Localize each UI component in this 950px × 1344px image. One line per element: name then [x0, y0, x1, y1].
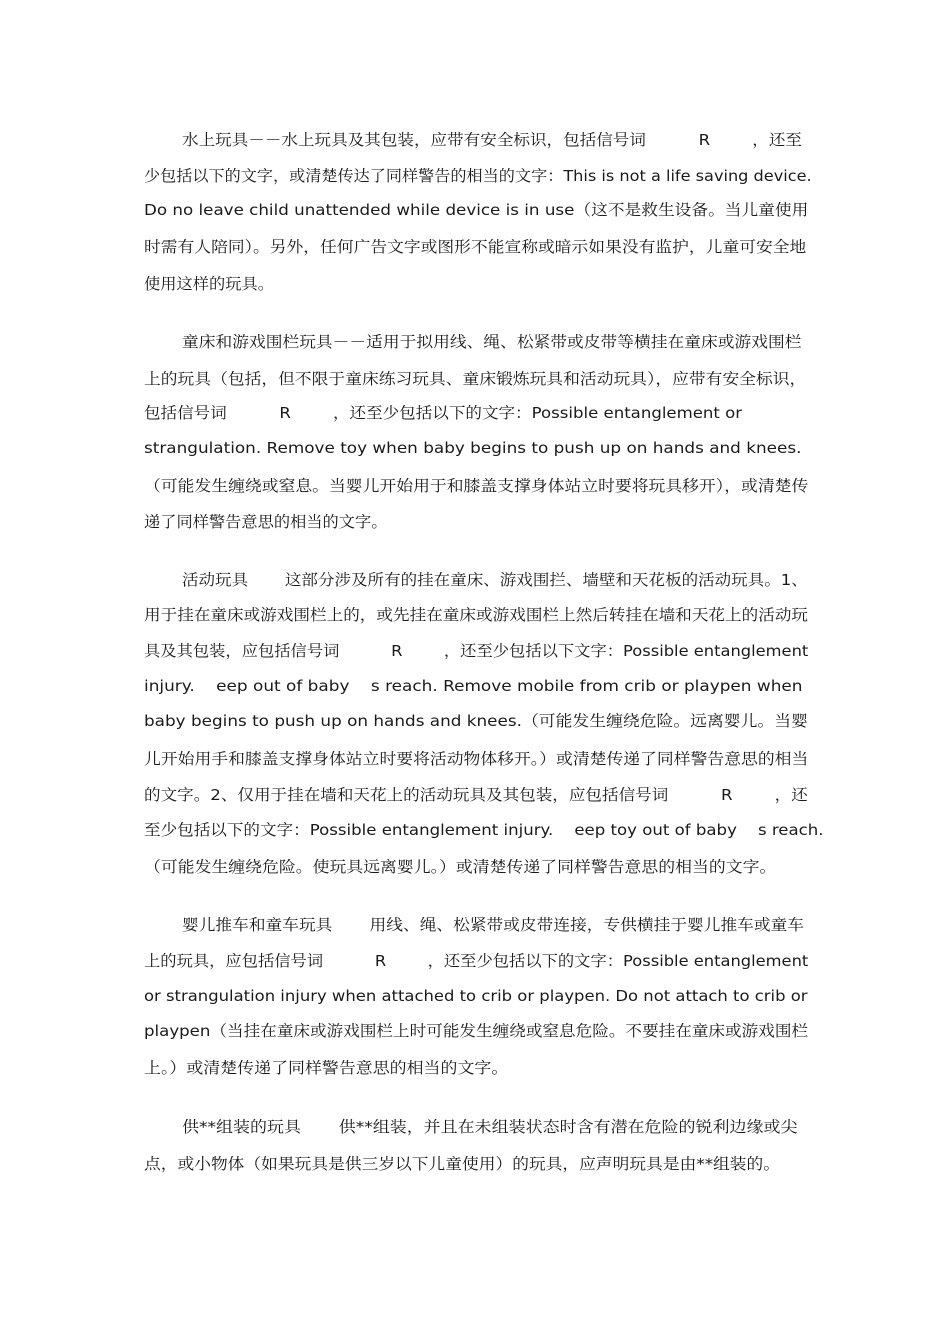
paragraph-line: strangulation. Remove toy when baby begins to push up on hands and knees. [144, 439, 802, 457]
paragraph-line: 时需有人陪同）。另外，任何广告文字或图形不能宣称或暗示如果没有监护，儿童可安全地 [144, 238, 807, 256]
paragraph-line: （可能发生缠绕危险。使玩具远离婴儿。）或清楚传递了同样警告意思的相当的文字。 [144, 858, 777, 876]
paragraph-line: 上的玩具（包括，但不限于童床练习玩具、童床锻炼玩具和活动玩具），应带有安全标识， [144, 370, 807, 388]
paragraph-line: 上。）或清楚传递了同样警告意思的相当的文字。 [144, 1059, 509, 1077]
paragraph-line: （可能发生缠绕或窒息。当婴儿开始用于和膝盖支撑身体站立时要将玩具移开），或清楚传 [144, 477, 809, 495]
paragraph-line: 童床和游戏围栏玩具－－适用于拟用线、绳、松紧带或皮带等横挂在童床或游戏围栏 [182, 333, 802, 351]
paragraph-line: Do no leave child unattended while device is in use（这不是救生设备。当儿童使用 [144, 201, 809, 219]
paragraph-line: 用于挂在童床或游戏围栏上的，或先挂在童床或游戏围栏上然后转挂在墙和天花上的活动玩 [144, 606, 809, 624]
paragraph-line: 包括信号词 R ，还至少包括以下的文字：Possible entanglement or [144, 404, 743, 422]
paragraph-line: 供**组装的玩具 供**组装，并且在未组装状态时含有潜在危险的锐利边缘或尖 [182, 1118, 798, 1136]
paragraph-line: 上的玩具，应包括信号词 R ，还至少包括以下的文字：Possible entanglement [144, 952, 809, 970]
paragraph-line: 儿开始用手和膝盖支撑身体站立时要将活动物体移开。）或清楚传递了同样警告意思的相当 [144, 750, 809, 768]
paragraph-line: 活动玩具 这部分涉及所有的挂在童床、游戏围拦、墙壁和天花板的活动玩具。1、 [182, 571, 808, 589]
paragraph-line: 使用这样的玩具。 [144, 275, 275, 293]
paragraph-line: 水上玩具－－水上玩具及其包装，应带有安全标识，包括信号词 R ，还至 [182, 131, 802, 149]
paragraph-line: injury. eep out of baby s reach. Remove mobile from crib or playpen when [144, 677, 803, 695]
paragraph-line: or strangulation injury when attached to crib or playpen. Do not attach to crib or [144, 987, 808, 1005]
paragraph-line: 点，或小物体（如果玩具是供三岁以下儿童使用）的玩具，应声明玩具是由**组装的。 [144, 1155, 781, 1173]
paragraph-line: 具及其包装，应包括信号词 R ，还至少包括以下文字：Possible entanglement [144, 642, 809, 660]
paragraph-line: 少包括以下的文字，或清楚传达了同样警告的相当的文字：This is not a life saving device. [144, 167, 812, 185]
paragraph-line: 婴儿推车和童车玩具 用线、绳、松紧带或皮带连接，专供横挂于婴儿推车或童车 [182, 916, 805, 934]
paragraph-line: baby begins to push up on hands and knees.（可能发生缠绕危险。远离婴儿。当婴 [144, 712, 808, 730]
paragraph-line: playpen（当挂在童床或游戏围栏上时可能发生缠绕或窒息危险。不要挂在童床或游戏围栏 [144, 1022, 809, 1040]
paragraph-line: 递了同样警告意思的相当的文字。 [144, 513, 388, 531]
paragraph-line: 至少包括以下的文字：Possible entanglement injury. eep toy out of baby s reach. [144, 821, 824, 839]
paragraph-line: 的文字。2、仅用于挂在墙和天花上的活动玩具及其包装，应包括信号词 R ，还 [144, 786, 808, 804]
